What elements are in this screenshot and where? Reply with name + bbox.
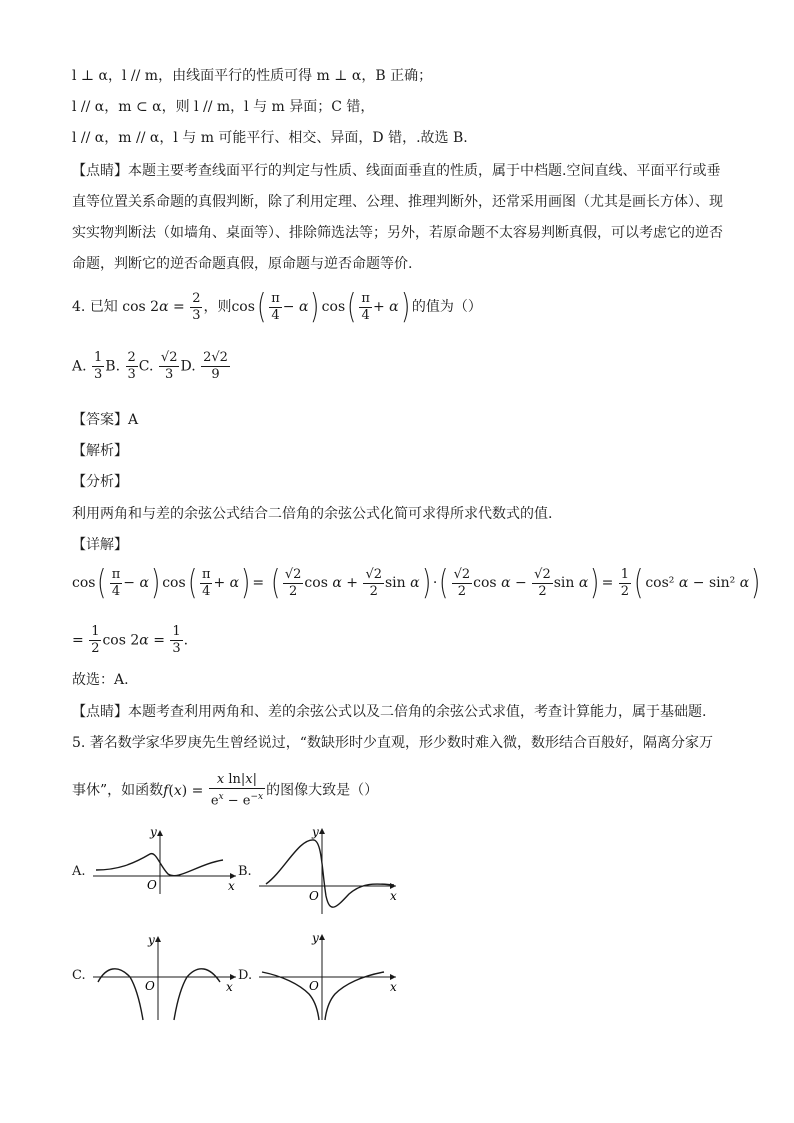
q4-answer	[72, 410, 138, 430]
q5-text-2-pre: 事休”，如函数	[72, 782, 164, 799]
q4-option-a-value: $\frac{1}{3}$	[94, 350, 103, 382]
x-label: x	[390, 889, 397, 903]
y-axis-arrow	[319, 934, 325, 940]
y-label: y	[312, 826, 319, 839]
q4-option-c-label: C.	[138, 358, 154, 375]
q4-answer-value: A	[128, 412, 139, 428]
q4-number: 4.	[72, 299, 86, 315]
y-label: y	[150, 826, 157, 839]
q4-detail-formula-1: cos( $\frac{\pi}{4}$ − α) cos( $\frac{\pi}{4}$ + α) = ( $\frac{√2}{2}$ cos α + $\frac{√2}{2}$ sin α) ·( $\frac{√2}{2}$ cos α − $\frac{√2}{2}$ sin α) = $\frac{1}{2}$ ( cos² α − sin² α)	[72, 563, 761, 603]
origin-label: O	[309, 889, 319, 903]
q5-label-a: A.	[72, 864, 86, 879]
q4-fenxi-text: 利用两角和与差的余弦公式结合二倍角的余弦公式化简可求得所求代数式的值.	[72, 506, 553, 522]
prev-solution-line-1: l ⊥ α，l // m，由线面平行的性质可得 m ⊥ α，B 正确；	[72, 68, 433, 84]
y-axis-arrow	[157, 830, 163, 836]
q4-option-a-label: A.	[72, 358, 87, 375]
q4-target-expression: cos( $\frac{\pi}{4}$ − α) cos( $\frac{\pi}{4}$ + α)	[231, 287, 410, 327]
q5-label-c: C.	[72, 968, 86, 983]
x-label: x	[390, 980, 397, 994]
y-axis-arrow	[319, 828, 325, 834]
q4-comment-tag: 【点睛】	[72, 704, 128, 720]
origin-label: O	[309, 979, 319, 993]
q4-detail-tag: 【详解】	[72, 537, 128, 553]
q4-comment	[72, 702, 706, 722]
q5-graph-d	[254, 932, 404, 1022]
y-label: y	[148, 933, 155, 947]
q4-stem-pre: 已知	[89, 299, 118, 315]
x-label: x	[226, 980, 233, 994]
q4-fenxi-tag: 【分析】	[72, 474, 128, 490]
q5-line-2	[72, 772, 378, 809]
q5-graph-a	[88, 826, 243, 896]
y-axis-arrow	[155, 936, 161, 942]
q4-conclusion: 故选：A.	[72, 672, 129, 688]
curve-right	[325, 972, 384, 1020]
q5-number: 5.	[72, 735, 86, 751]
curve-left	[98, 969, 143, 1020]
prev-solution-line-2: l // α，m ⊂ α，则 l // m，l 与 m 异面；C 错，	[72, 99, 375, 115]
curve-right	[174, 969, 220, 1020]
prev-solution-line-3: l // α，m // α，l 与 m 可能平行、相交、异面，D 错，.故选 B.	[72, 130, 468, 146]
comment-tag: 【点睛】	[72, 163, 128, 179]
q4-option-d-label: D.	[180, 358, 196, 375]
origin-label: O	[147, 878, 157, 892]
q4-detail-formula-2: = $\frac{1}{2}$ cos 2α = $\frac{1}{3}$ .	[72, 624, 189, 656]
q4-stem	[72, 287, 482, 327]
comment-text: 本题主要考查线面平行的判定与性质、线面面垂直的性质，属于中档题.空间直线、平面平行或垂直等位置关系命题的真假判断，除了利用定理、公理、推理判断外，还常采用画图（尤其是画长方体）、现实实物判断法（如墙角、桌面等）、排除筛选法等；另外，若原命题不太容易判断真假，可以考虑它的逆否命题，判断它的逆否命题真假，原命题与逆否命题等价.	[72, 163, 723, 272]
origin-label: O	[145, 979, 155, 993]
q4-options	[72, 350, 231, 383]
q5-graph-c	[88, 932, 243, 1022]
x-label: x	[228, 879, 235, 893]
q4-stem-mid: ，则	[203, 299, 232, 315]
q5-label-d: D.	[238, 968, 253, 983]
curve	[266, 840, 394, 907]
q5-label-b: B.	[238, 864, 252, 879]
q4-given-expression: cos 2α = $\frac{2}{3}$	[122, 290, 201, 323]
q5-text-2-post: 的图像大致是（）	[266, 782, 379, 799]
q5-graph-b	[254, 826, 404, 916]
q4-answer-tag: 【答案】	[72, 412, 128, 428]
q4-stem-post: 的值为（）	[411, 299, 482, 315]
q4-comment-text: 本题考查利用两角和、差的余弦公式以及二倍角的余弦公式求值，考查计算能力，属于基础题.	[128, 704, 707, 720]
q5-line-1	[72, 733, 713, 753]
y-label: y	[312, 932, 319, 945]
q4-option-c-value: $\frac{√2}{3}$	[160, 350, 178, 382]
q5-function: f(x) = $\frac{\text{x ln|x|}}{e^x - e^{-x}}$	[163, 772, 264, 809]
q4-option-b-value: $\frac{2}{3}$	[127, 350, 136, 382]
q5-text-1: 著名数学家华罗庚先生曾经说过，“数缺形时少直观，形少数时难入微，数形结合百般好，隔离分家万	[89, 735, 713, 751]
comment-paragraph-1	[72, 156, 724, 280]
q4-option-b-label: B.	[105, 358, 121, 375]
q4-analysis-tag: 【解析】	[72, 443, 128, 459]
q4-option-d-value: $\frac{2√2}{9}$	[203, 350, 228, 382]
